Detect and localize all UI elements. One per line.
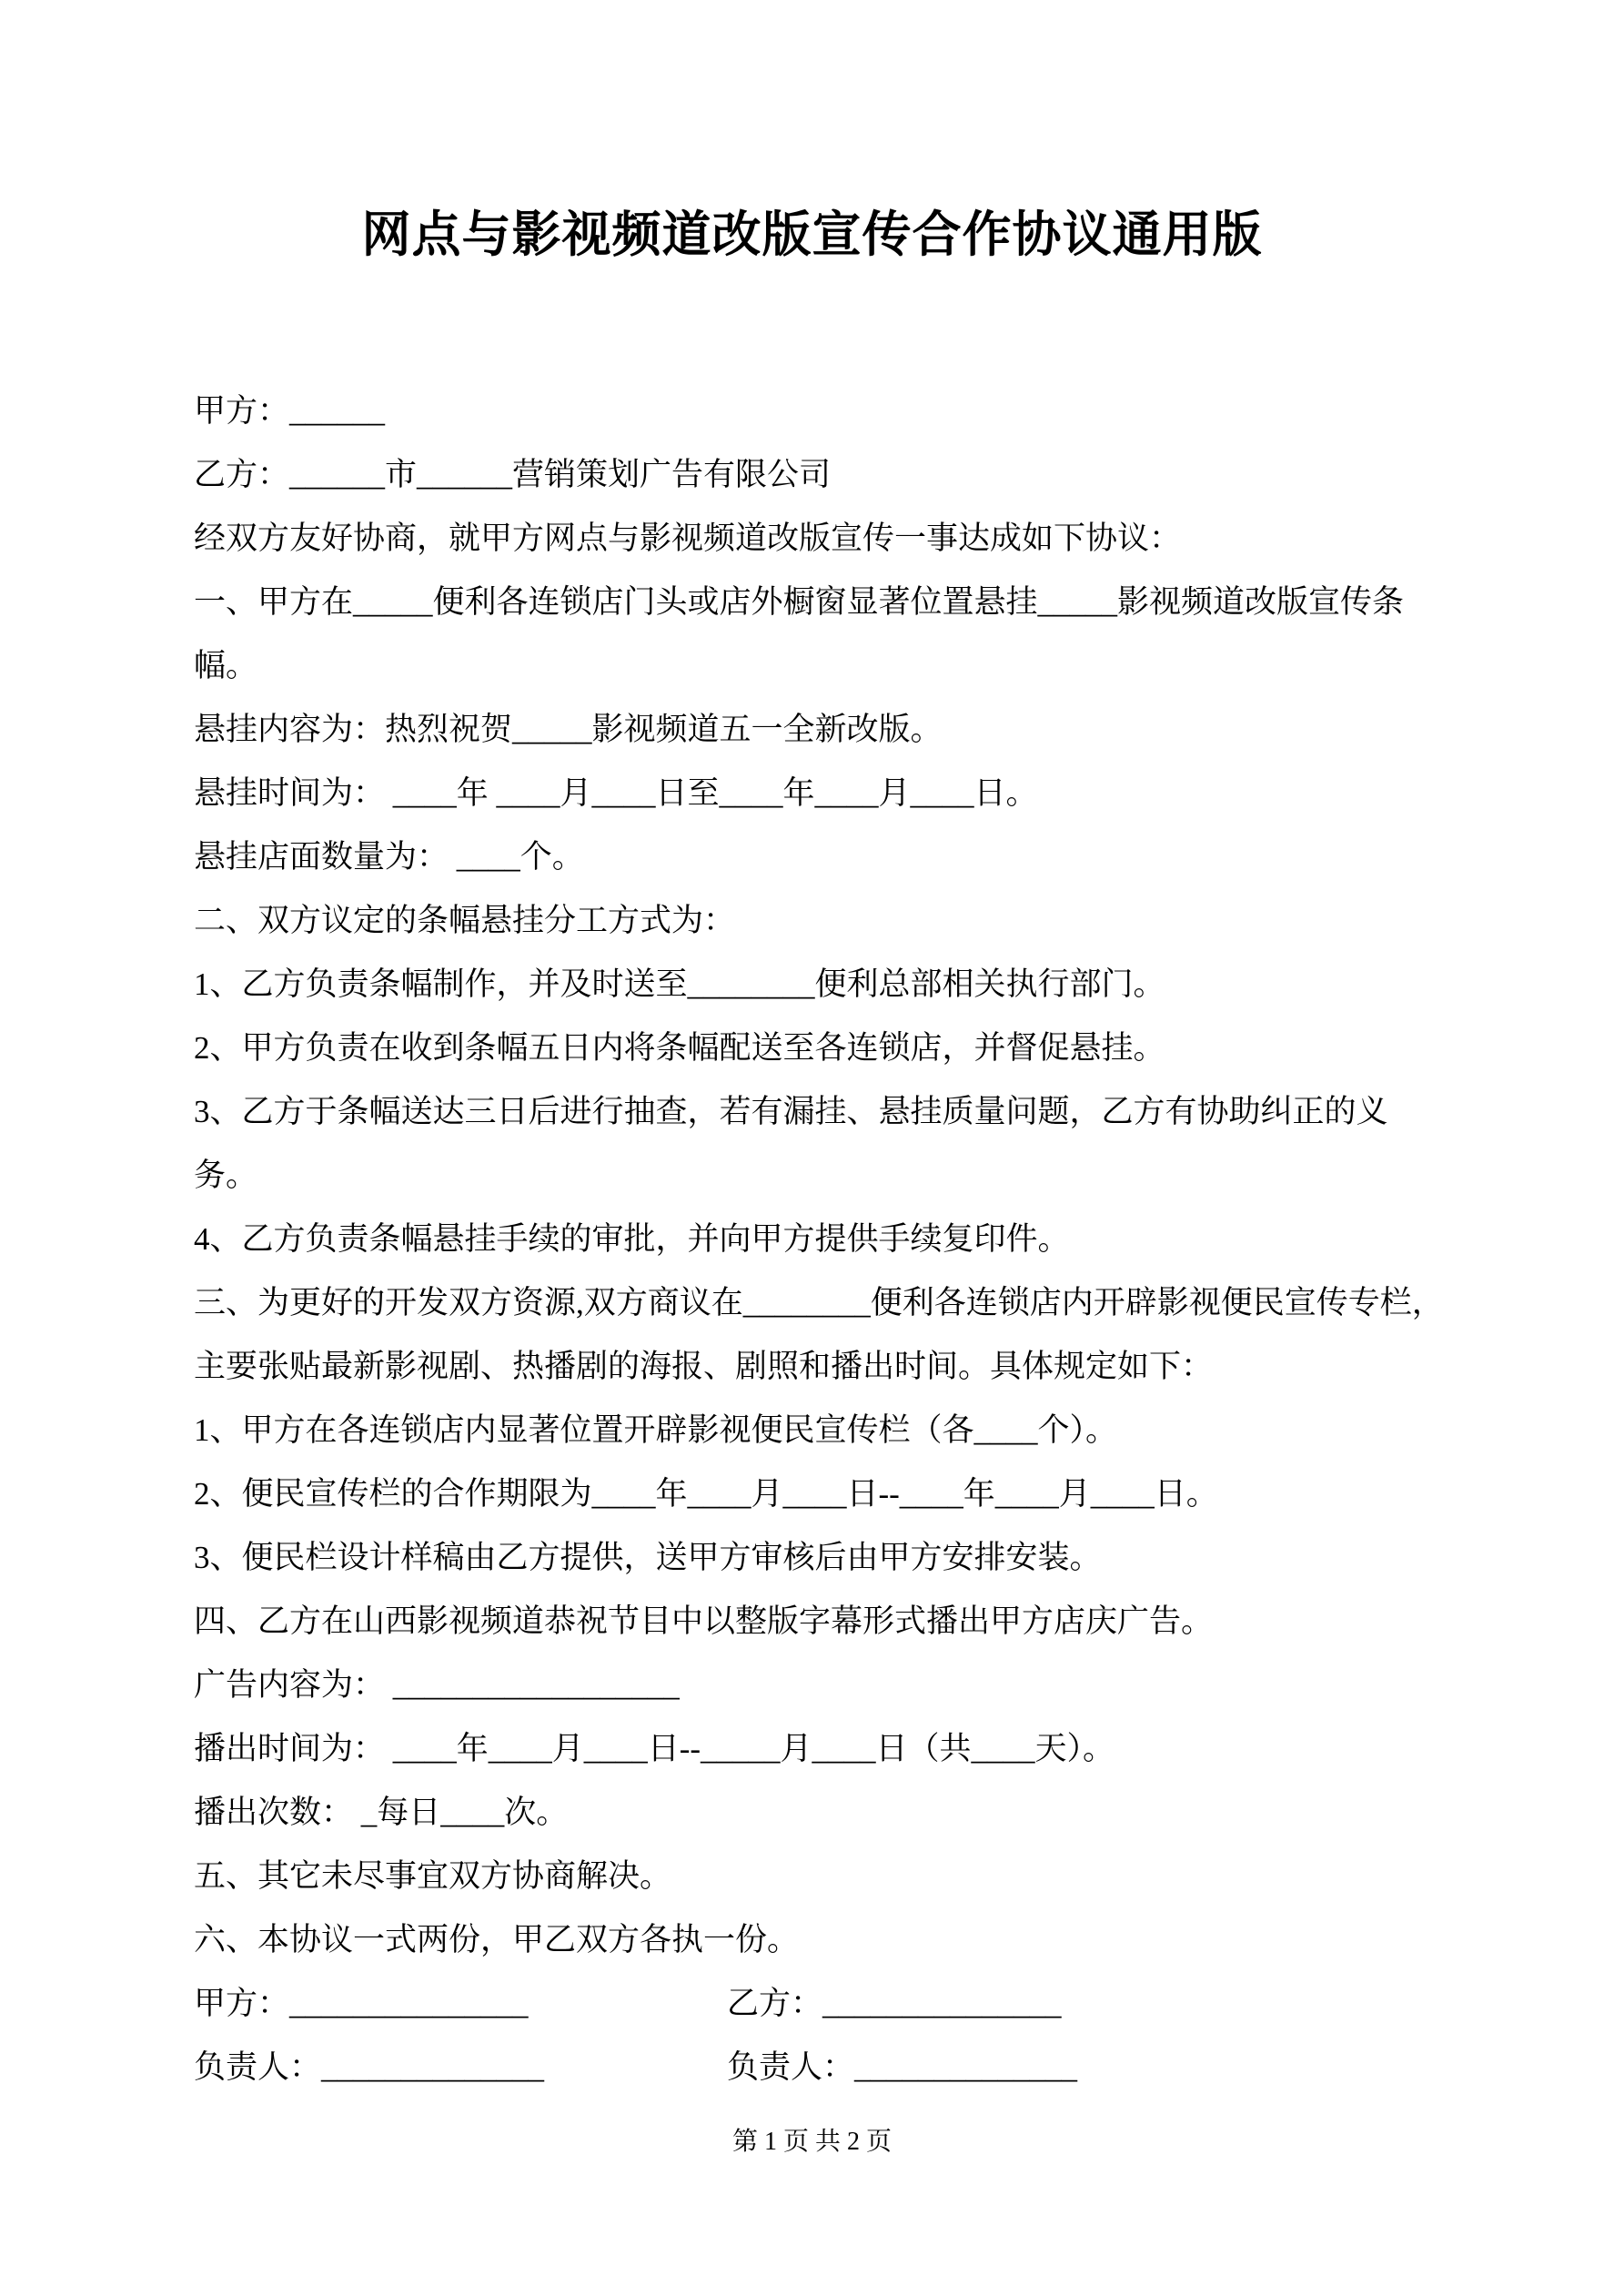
text-line: 播出次数： _每日____次。 <box>194 1795 569 1830</box>
text-line: 主要张贴最新影视剧、热播剧的海报、剧照和播出时间。具体规定如下： <box>194 1349 1214 1384</box>
document-title: 网点与影视频道改版宣传合作协议通用版 <box>361 207 1263 262</box>
text-line: 4、乙方负责条幅悬挂手续的审批，并向甲方提供手续复印件。 <box>194 1221 1070 1257</box>
text-line: 幅。 <box>194 648 258 683</box>
text-line: 3、乙方于条幅送达三日后进行抽查，若有漏挂、悬挂质量问题，乙方有协助纠正的义 <box>194 1094 1388 1129</box>
text-line: 四、乙方在山西影视频道恭祝节目中以整版字幕形式播出甲方店庆广告。 <box>194 1603 1214 1639</box>
text-line: 经双方友好协商，就甲方网点与影视频道改版宣传一事达成如下协议： <box>194 521 1182 556</box>
text-line <box>194 1972 1442 2036</box>
text-line: 六、本协议一式两份，甲乙双方各执一份。 <box>194 1922 800 1957</box>
text-line: 2、甲方负责在收到条幅五日内将条幅配送至各连锁店，并督促悬挂。 <box>194 1030 1165 1066</box>
text-line: 广告内容为： __________________ <box>194 1667 680 1703</box>
document-body <box>194 379 1442 2099</box>
text-line: 悬挂时间为： ____年 ____月____日至____年____月____日。 <box>194 775 1038 811</box>
text-line: 1、乙方负责条幅制作，并及时送至________便利总部相关执行部门。 <box>194 966 1165 1002</box>
text-line: 二、双方议定的条幅悬挂分工方式为： <box>194 903 736 938</box>
text-line: 三、为更好的开发双方资源,双方商议在________便利各连锁店内开辟影视便民宣传专栏， <box>194 1285 1444 1320</box>
text-line: 乙方：______市______营销策划广告有限公司 <box>194 457 832 492</box>
signature-field-left: 甲方：_______________ <box>194 1986 529 2021</box>
text-line: 悬挂店面数量为： ____个。 <box>194 839 584 875</box>
text-line: 2、便民宣传栏的合作期限为____年____月____日--____年____月____日。 <box>194 1476 1218 1512</box>
text-line <box>194 2036 1442 2099</box>
signature-field-right: 负责人：______________ <box>727 2049 1078 2085</box>
text-line: 3、便民栏设计样稿由乙方提供，送甲方审核后由甲方安排安装。 <box>194 1540 1102 1575</box>
page-footer: 第 1 页 共 2 页 <box>731 2128 892 2156</box>
signature-field-right: 乙方：_______________ <box>727 1986 1062 2021</box>
text-line: 播出时间为： ____年____月____日--_____月____日（共____天）。 <box>194 1731 1115 1766</box>
text-line: 悬挂内容为：热烈祝贺_____影视频道五一全新改版。 <box>194 712 943 747</box>
text-line: 1、甲方在各连锁店内显著位置开辟影视便民宣传栏（各____个）。 <box>194 1412 1118 1448</box>
signature-field-left: 负责人：______________ <box>194 2049 545 2085</box>
text-line: 务。 <box>194 1158 258 1193</box>
text-line: 五、其它未尽事宜双方协商解决。 <box>194 1858 672 1894</box>
text-line: 一、甲方在_____便利各连锁店门头或店外橱窗显著位置悬挂_____影视频道改版宣传条 <box>194 584 1405 620</box>
text-line: 甲方：______ <box>194 393 386 429</box>
